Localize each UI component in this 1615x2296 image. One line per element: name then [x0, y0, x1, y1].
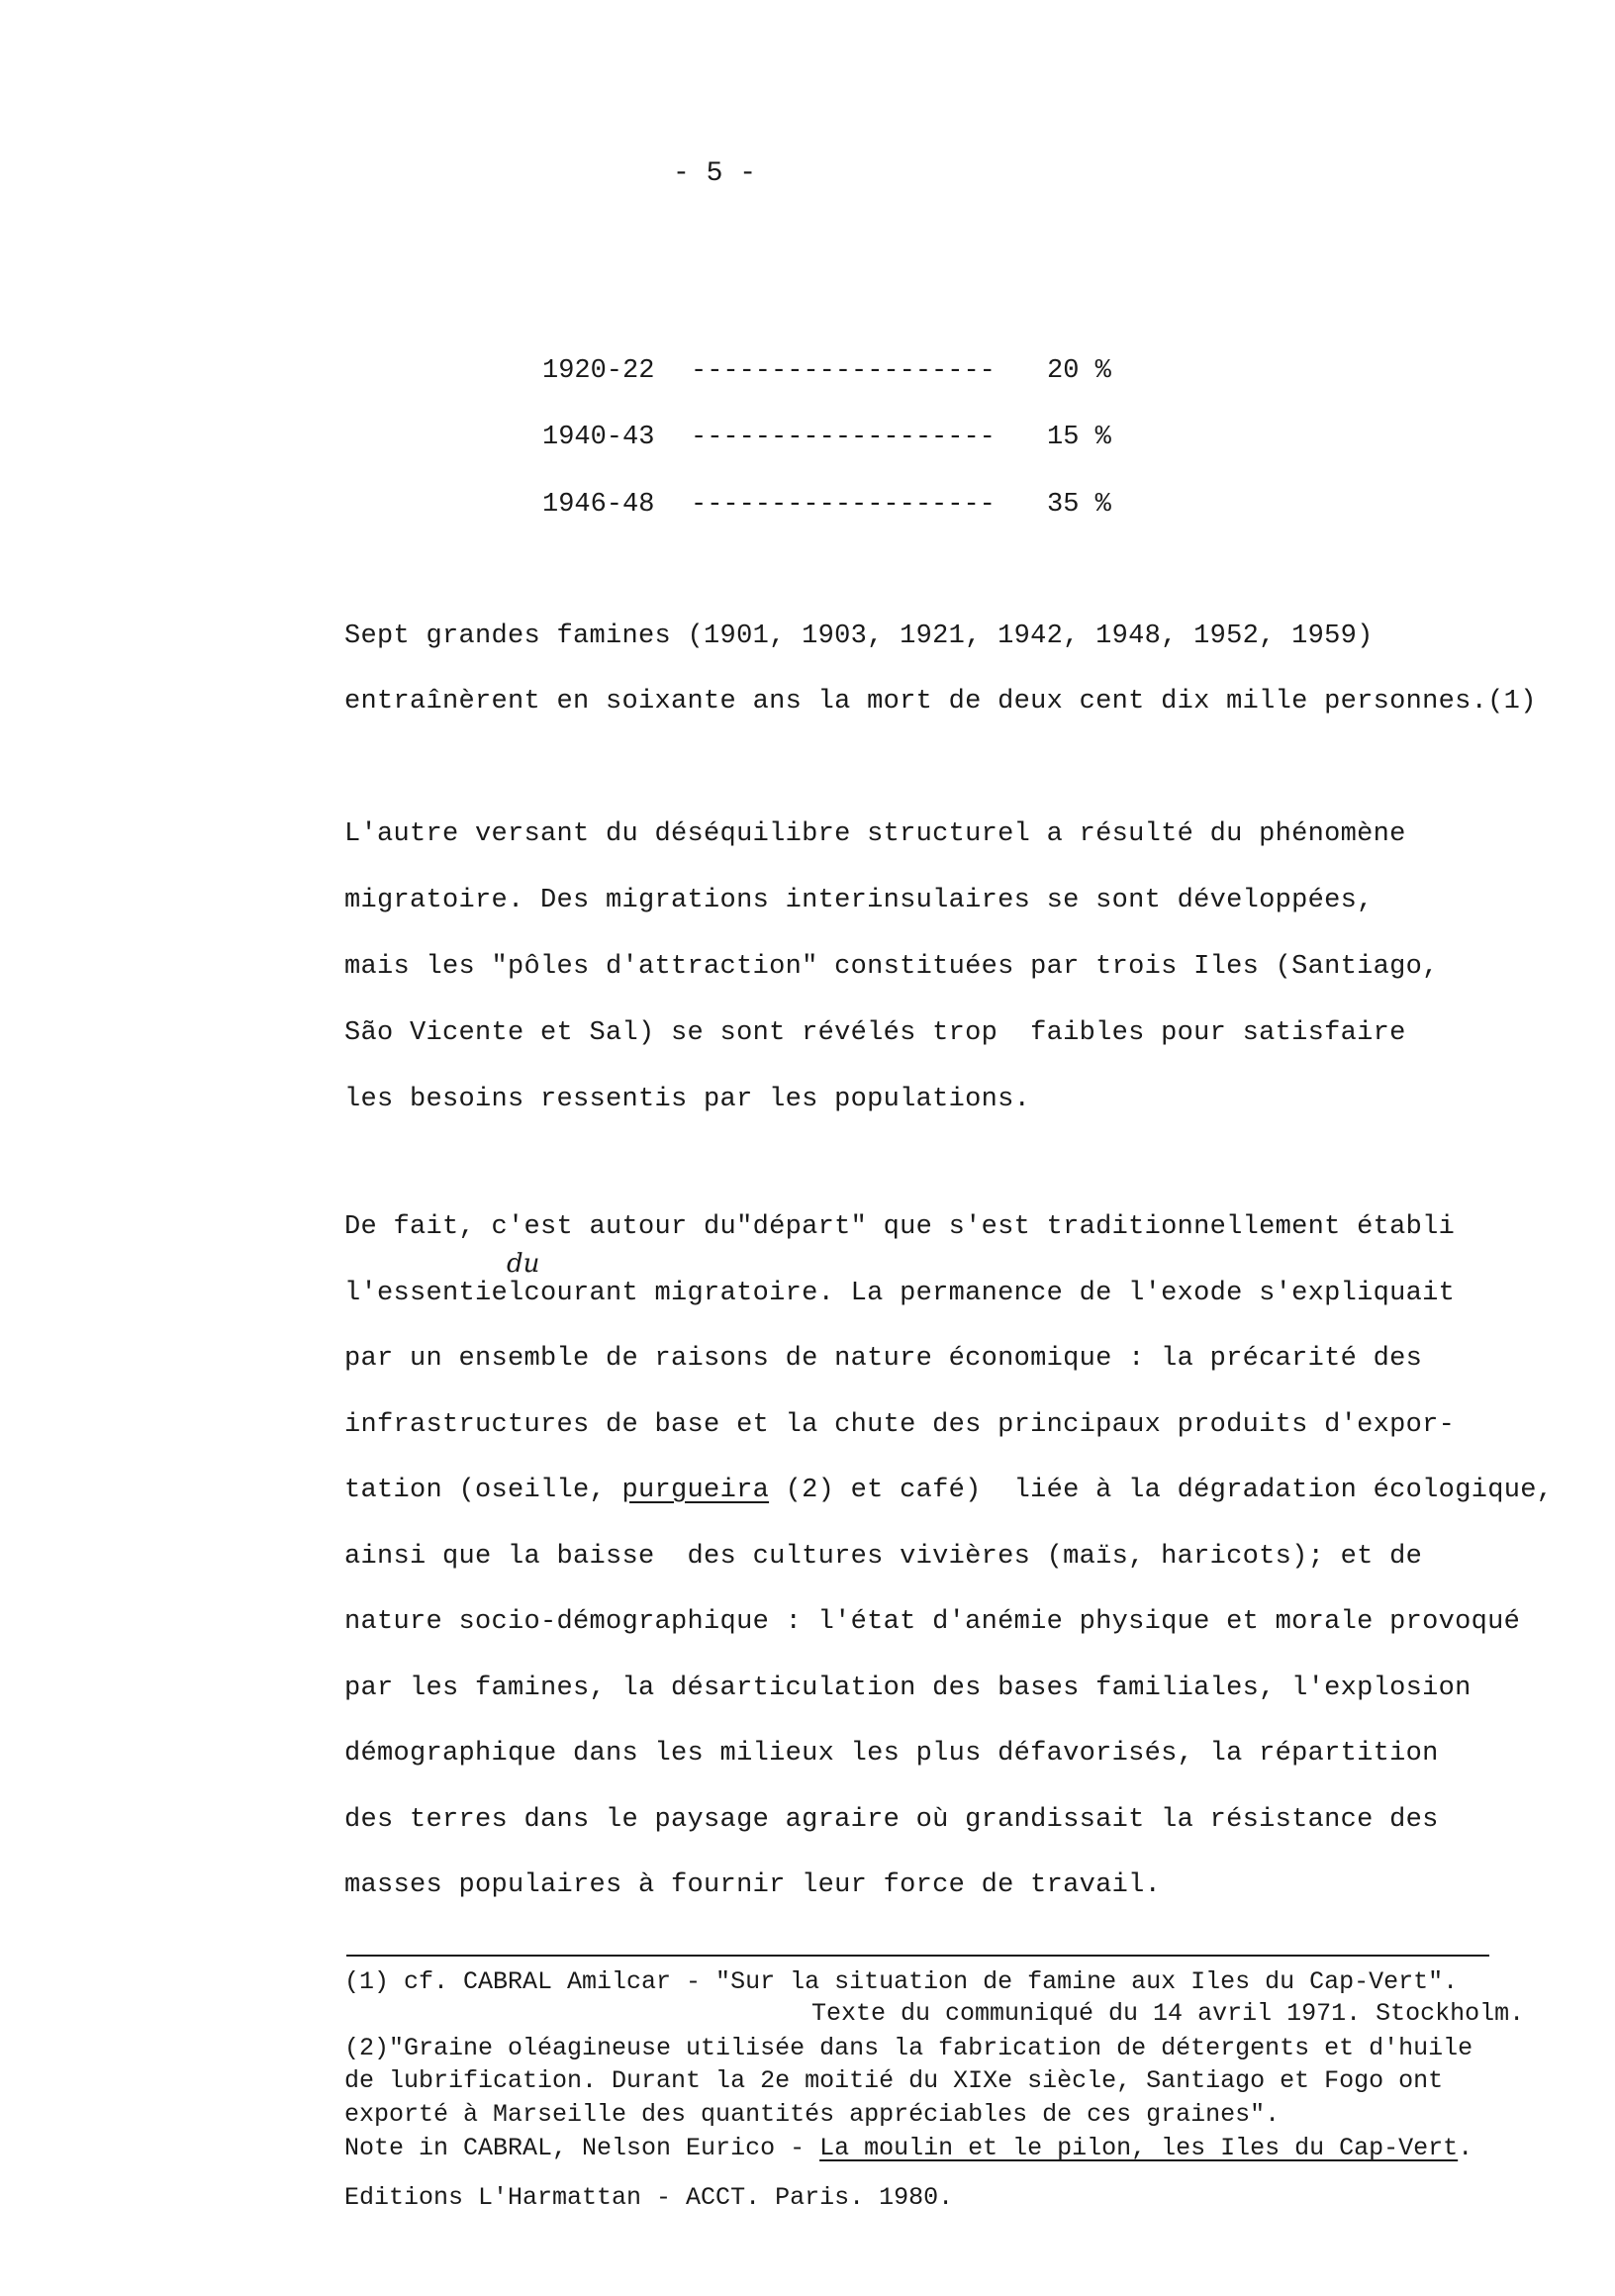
table-leader: ------------------- [691, 490, 996, 520]
table-period: 1920-22 [542, 356, 655, 386]
table-row [542, 423, 1111, 452]
paragraph-line: ainsi que la baisse des cultures vivières (maïs, haricots); et de [344, 1542, 1423, 1572]
paragraph-line: L'autre versant du déséquilibre structurel a résulté du phénomène [344, 819, 1406, 849]
paragraph-line: entraînèrent en soixante ans la mort de deux cent dix mille personnes.(1) [344, 687, 1537, 717]
paragraph-line: par les famines, la désarticulation des bases familiales, l'explosion [344, 1674, 1472, 1703]
paragraph-line: mais les "pôles d'attraction" constituées par trois Iles (Santiago, [344, 952, 1439, 982]
footnote-line [344, 2136, 1472, 2160]
footnote-line: Editions L'Harmattan - ACCT. Paris. 1980. [344, 2183, 954, 2212]
footnote-line: de lubrification. Durant la 2e moitié du XIXe siècle, Santiago et Fogo ont [344, 2066, 1444, 2095]
page-number: - 5 - [673, 158, 757, 189]
table-row [542, 490, 1111, 520]
text-segment: (2) et café) liée à la dégradation écologique, [769, 1476, 1554, 1505]
paragraph-line: São Vicente et Sal) se sont révélés trop faibles pour satisfaire [344, 1018, 1406, 1048]
table-value: 20 % [1047, 356, 1111, 386]
underlined-term: purgueira [621, 1476, 770, 1505]
table-period: 1946-48 [542, 490, 655, 520]
paragraph-line: masses populaires à fournir leur force de travail. [344, 1870, 1162, 1900]
paragraph-line: les besoins ressentis par les populations. [344, 1085, 1031, 1114]
text-segment: courant migratoire. La permanence de l'exode s'expliquait [523, 1279, 1456, 1308]
text-segment: l'essentiel [344, 1279, 524, 1308]
footnote-line: exporté à Marseille des quantités appréciables de ces graines". [344, 2100, 1281, 2129]
text-segment: Note in CABRAL, Nelson Eurico - [344, 2134, 820, 2162]
table-period: 1940-43 [542, 423, 655, 452]
paragraph-line: démographique dans les milieux les plus défavorisés, la répartition [344, 1739, 1439, 1769]
paragraph-line: De fait, c'est autour du"départ" que s'est traditionnellement établi [344, 1212, 1456, 1242]
text-segment: tation (oseille, [344, 1476, 622, 1505]
table-leader: ------------------- [691, 356, 996, 386]
footnote-line: Texte du communiqué du 14 avril 1971. Stockholm. [811, 1999, 1525, 2028]
paragraph-line: migratoire. Des migrations interinsulaires se sont développées, [344, 886, 1374, 915]
table-row [542, 356, 1111, 386]
footnote-divider [346, 1955, 1489, 1957]
table-value: 15 % [1047, 423, 1111, 452]
footnote-line: (1) cf. CABRAL Amilcar - "Sur la situation de famine aux Iles du Cap-Vert". [344, 1967, 1459, 1996]
table-leader: ------------------- [691, 423, 996, 452]
paragraph-line: par un ensemble de raisons de nature économique : la précarité des [344, 1344, 1423, 1374]
paragraph-line: infrastructures de base et la chute des principaux produits d'expor- [344, 1410, 1456, 1440]
footnote-line: (2)"Graine oléagineuse utilisée dans la fabrication de détergents et d'huile [344, 2034, 1473, 2062]
book-title: La moulin et le pilon, les Iles du Cap-Vert [819, 2134, 1459, 2162]
handwritten-insertion: du [507, 1249, 540, 1279]
text-segment: . [1458, 2134, 1473, 2162]
paragraph-line: des terres dans le paysage agraire où grandissait la résistance des [344, 1805, 1439, 1835]
paragraph-line [344, 1476, 1553, 1505]
paragraph-line: Sept grandes famines (1901, 1903, 1921, 1942, 1948, 1952, 1959) [344, 622, 1374, 651]
table-value: 35 % [1047, 490, 1111, 520]
paragraph-line: nature socio-démographique : l'état d'anémie physique et morale provoqué [344, 1607, 1521, 1637]
paragraph-line [344, 1279, 1455, 1308]
